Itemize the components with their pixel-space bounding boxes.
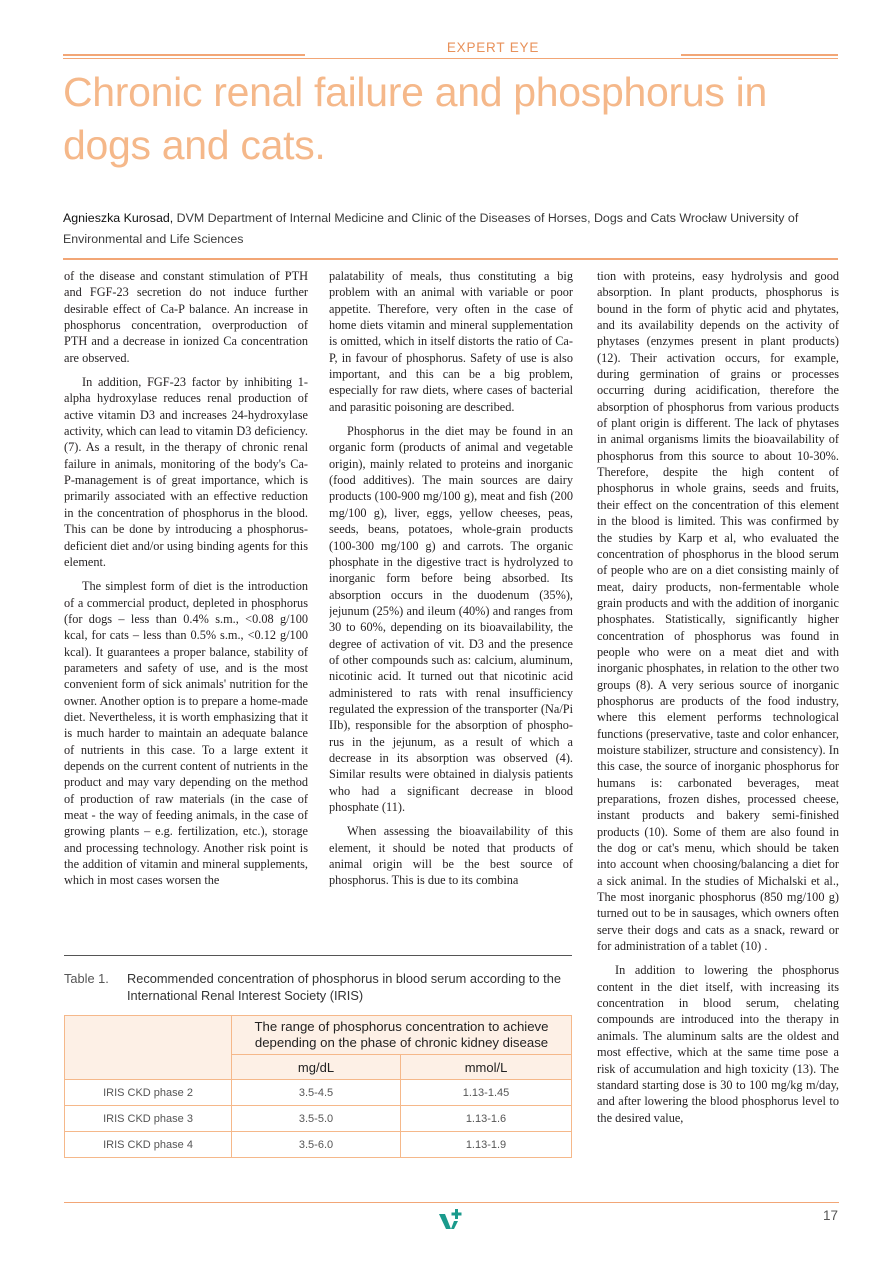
table-caption bbox=[64, 970, 574, 1004]
byline-divider bbox=[63, 258, 838, 260]
text-column-3 bbox=[597, 268, 839, 1198]
paragraph: In addition, FGF-23 factor by inhibiting 1-alpha hydroxylase reduces renal production of active vitamin D3 and increases 24-hydroxylase activity, which can lead to vitamin D3 deficiency. (7). As a result, in the therapy of chronic renal failure in animals, monitoring of the body's Ca-P-management is of great importance, which is primarily associated with an effective reduction in the concentration of phosphorus in the blood. This can be done by introducing a phosphorus-deficient diet and/or using binding agents for this element. bbox=[64, 375, 308, 569]
mg-dl-cell: 3.5-5.0 bbox=[232, 1106, 401, 1132]
table-caption-text: Recommended concentration of phosphorus in blood serum according to the International Renal Interest Society (IRIS) bbox=[127, 971, 561, 1003]
table-group-header: The range of phosphorus concentration to achieve depending on the phase of chronic kidney disease bbox=[232, 1016, 572, 1055]
phase-cell: IRIS CKD phase 3 bbox=[65, 1106, 232, 1132]
table-number: Table 1. bbox=[64, 971, 109, 986]
paragraph: The simplest form of diet is the introduction of a commercial product, depleted in phosphorus (for dogs – less than 0.4% s.m., <0.08 g/100 kcal, for cats – less than 0.5% s.m., <0.12 g/100 kcal). It guarantees a proper balance, stability of parameters and safety of use, and is the most convenient form of sick animals' nutrition for the owner. Another option is to prepare a home-made diet. Nevertheless, it is worth emphasizing that it is much harder to maintain an adequate balance of nutrients in this case. To a large extent it depends on the current content of nutrients in the product and may vary depending on the method of production of raw materials (in the case of meat - the way of feeding animals, in the case of growing plants – e.g. fertilization, etc.), storage and processing technology. Another risk point is the addition of vitamin and mineral supplements, which in most cases worsen the bbox=[64, 579, 308, 888]
v-plus-logo-icon bbox=[437, 1207, 463, 1233]
paragraph: tion with proteins, easy hydrolysis and good absorption. In plant products, phosphorus is bound in the form of phytic acid and phytates, and its availability depends on the activity of phytases (enzymes present in plant products) (12). Their activation occurs, for example, during germination of grains or processes occurring during acidification, therefore the absorption of phosphorus from various products of plant origin is different. The lack of phytases in animal organisms limits the bioavailability of phosphorus from this source to about 10-30%. Therefore, despite the high content of phosphorus in whole grains, seeds and fruits, their effect on the concentration of this element in the blood is limited. This was confirmed by the studies by Karp et al, who evaluated the concentration of phosphorus in the blood serum of people who are on a diet consisting mainly of meat, dairy products, non-fermentable whole grain products and with the addition of inorganic phosphates. Statistically, significantly higher concentration of phosphorus was found in people who were on a meat diet and with inorganic phosphates, in relation to the other two groups (8). A very serious source of inorganic phosphorus are products of the food industry, where this element performs technological functions (preservative, taste and color enhancer, moisture stabilizer, structure and consistency). In this case, the source of inorganic phosphorus for humans is: carbonated beverages, meat preparations, frozen dishes, processed cheese, instant products and bakery semi-finished products (10). Some of them are also found in the dog or cat's menu, which should be taken into account when choosing/balancing a diet for a sick animal. In the studies of Michalski et al., The most inorganic phosphorus (850 mg/100 g) turned out to be in sausages, which owners often serve their dogs and cats as a snack, reward or for administration of a tablet (10) . bbox=[597, 269, 839, 954]
paragraph: When assessing the bioavailability of this element, it should be noted that products of animal origin will be the best source of phosphorus. This is due to its combina bbox=[329, 824, 573, 888]
table-row bbox=[65, 1106, 572, 1132]
table-row bbox=[65, 1080, 572, 1106]
paragraph: In addition to lowering the phosphorus content in the diet itself, with increasing its concentration in blood serum, chelating compounds are introduced into the therapy in animals. The aluminum salts are the oldest and most effective, which at the same time pose a risk of accumulation and high toxicity (13). The standard starting dose is 30 to 100 mg/kg m/day, and after lowering the blood phosphorus level to the desired value, bbox=[597, 963, 839, 1125]
paragraph: palatability of meals, thus constituting a big problem with an animal with variable or poor appetite. Therefore, very often in the case of home diets vitamin and mineral supplementation is omitted, which in itself distorts the ratio of Ca-P, in favour of phosphorus. Safety of use is also important, and this can be a big problem, especially for raw diets, where cases of bacterial and parasitic poisoning are described. bbox=[329, 269, 573, 414]
text-column-1 bbox=[64, 268, 308, 943]
mmol-l-cell: 1.13-1.6 bbox=[401, 1106, 572, 1132]
iris-phosphorus-table bbox=[64, 1015, 572, 1158]
mmol-l-cell: 1.13-1.9 bbox=[401, 1132, 572, 1158]
header-rule-left bbox=[63, 54, 305, 56]
footer-divider bbox=[64, 1202, 839, 1203]
table-header-mmol-l: mmol/L bbox=[401, 1055, 572, 1080]
page-number: 17 bbox=[822, 1208, 838, 1223]
mg-dl-cell: 3.5-4.5 bbox=[232, 1080, 401, 1106]
header-rule-thin bbox=[63, 58, 838, 59]
section-label: EXPERT EYE bbox=[446, 40, 540, 55]
mmol-l-cell: 1.13-1.45 bbox=[401, 1080, 572, 1106]
mg-dl-cell: 3.5-6.0 bbox=[232, 1132, 401, 1158]
author-name: Agnieszka Kurosad, bbox=[63, 211, 174, 225]
paragraph: of the disease and constant stimulation of PTH and FGF-23 secretion do not induce further desirable effect of Ca-P balance. An increase in phosphorus concentration, overproduction of PTH and a decrease in ionized Ca concentration are observed. bbox=[64, 269, 308, 365]
article-title: Chronic renal failure and phosphorus in dogs and cats. bbox=[63, 69, 767, 168]
table-row bbox=[65, 1132, 572, 1158]
phase-cell: IRIS CKD phase 4 bbox=[65, 1132, 232, 1158]
table-divider bbox=[64, 955, 572, 956]
byline bbox=[63, 208, 838, 250]
table-header-mg-dl: mg/dL bbox=[232, 1055, 401, 1080]
section-header bbox=[63, 40, 838, 60]
phase-cell: IRIS CKD phase 2 bbox=[65, 1080, 232, 1106]
table-corner-cell bbox=[65, 1016, 232, 1080]
author-affiliation: DVM Department of Internal Medicine and Clinic of the Diseases of Horses, Dogs and Cats Wrocław University of Environmental and Life Sciences bbox=[63, 211, 799, 246]
paragraph: Phosphorus in the diet may be found in an organic form (products of animal and vegetable origin), mainly related to proteins and inorganic (food additives). The main sources are dairy products (100-900 mg/100 g), meat and fish (200 mg/100 g), liver, eggs, yellow cheeses, peas, seeds, beans, potatoes, whole-grain products (100-300 mg/100 g) and carrots. The organic phosphate in the digestive tract is hydrolyzed to inorganic form before being absorbed. Its absorption occurs in the duodenum (35%), jejunum (25%) and ileum (40%) and ranges from 30 to 60%, depending on its bioavailability, the degree of activation of vit. D3 and the presence of other compounds such as: calcium, aluminum, nicotinic acid. It turned out that nicotinic acid administered to rats with renal insufficiency regulated the expression of the transporter (Na/Pi IIb), responsible for the absorption of phosphorus in the jejunum, as a result of which a decrease in its absorption was observed (4). Similar results were obtained in dialysis patients who had a significant decrease in blood phosphate (11). bbox=[329, 424, 573, 814]
text-column-2 bbox=[329, 268, 573, 943]
header-rule-right bbox=[681, 54, 838, 56]
